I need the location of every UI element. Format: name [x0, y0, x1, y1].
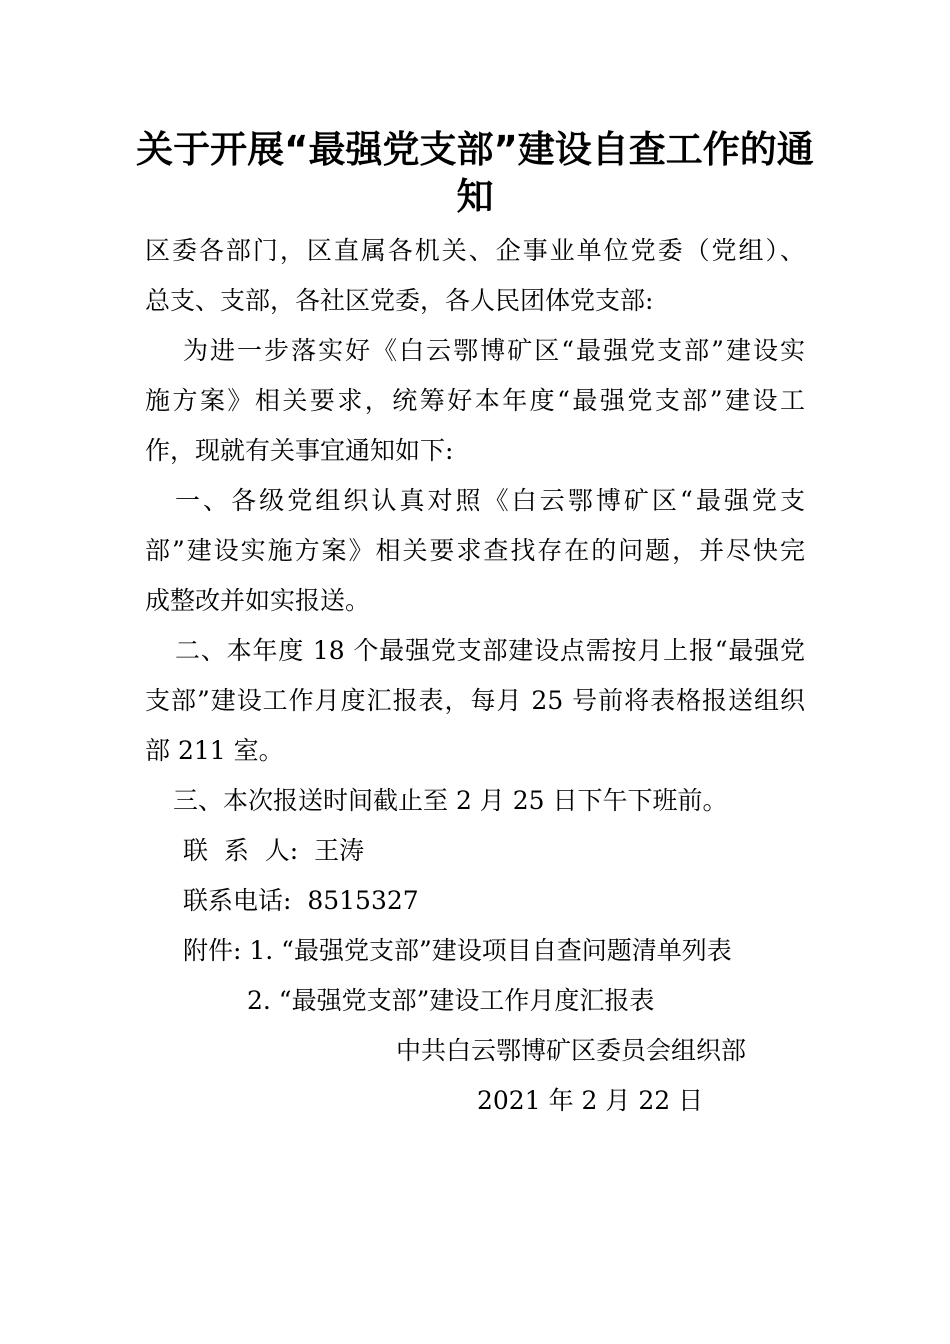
item-1-line-2: 部”建设实施方案》相关要求查找存在的问题，并尽快完: [145, 536, 805, 565]
document-title-line-2: 知: [456, 175, 494, 218]
intro-line-1: 为进一步落实好《白云鄂博矿区“最强党支部”建设实: [183, 336, 805, 365]
attachment-2: 2. “最强党支部”建设工作月度汇报表: [247, 986, 655, 1015]
attachment-1: 附件: 1. “最强党支部”建设项目自查问题清单列表: [183, 936, 732, 965]
item-2-line-1: 二、本年度 18 个最强党支部建设点需按月上报“最强党: [175, 636, 805, 665]
intro-line-2: 施方案》相关要求，统筹好本年度“最强党支部”建设工: [145, 386, 805, 415]
salutation-line-1: 区委各部门，区直属各机关、企事业单位党委（党组）、: [145, 236, 805, 265]
item-1-line-1: 一、各级党组织认真对照《白云鄂博矿区“最强党支: [175, 486, 805, 515]
intro-line-3: 作，现就有关事宜通知如下:: [145, 436, 454, 465]
issue-date: 2021 年 2 月 22 日: [477, 1086, 704, 1115]
issuer: 中共白云鄂博矿区委员会组织部: [396, 1036, 747, 1065]
item-2-line-3: 部 211 室。: [145, 736, 284, 765]
contact-person: 联 系 人: 王涛: [183, 836, 365, 865]
item-1-line-3: 成整改并如实报送。: [145, 586, 371, 615]
contact-phone: 联系电话: 8515327: [183, 886, 419, 915]
salutation-line-2: 总支、支部，各社区党委，各人民团体党支部:: [145, 286, 654, 315]
item-2-line-2: 支部”建设工作月度汇报表，每月 25 号前将表格报送组织: [145, 686, 805, 715]
document-title-line-1: 关于开展“最强党支部”建设自查工作的通: [136, 128, 814, 171]
item-3: 三、本次报送时间截止至 2 月 25 日下午下班前。: [173, 786, 728, 815]
